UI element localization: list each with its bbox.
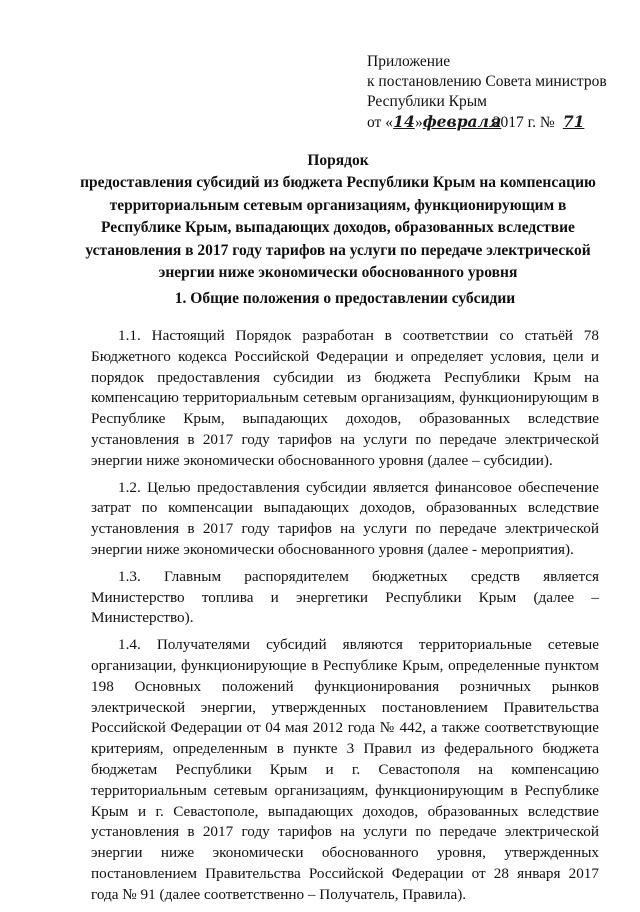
- title-line-5: установления в 2017 году тарифов на услуги по передаче электрической: [85, 241, 591, 259]
- title-line-4: Республике Крым, выпадающих доходов, образованных вследствие: [101, 219, 575, 237]
- appendix-date-line: [367, 112, 607, 133]
- date-prefix: от «: [367, 114, 393, 131]
- appendix-block: [367, 52, 607, 133]
- paragraph-1-3: 1.3. Главным распорядителем бюджетных средств является Министерство топлива и энергетики Республики Крым (далее – Министерство).: [91, 567, 599, 627]
- title-line-6: энергии ниже экономически обоснованного уровня: [158, 264, 518, 282]
- appendix-line-2: к постановлению Совета министров: [367, 73, 607, 90]
- paragraph-1-4: 1.4. Получателями субсидий являются территориальные сетевые организации, функционирующие в Республике Крым, определенные пунктом 198 Основных положений функционирования розничных рынков электрической энергии, утвержденных постановлением Правительства Российской Федерации от 04 мая 2012 года № 442, а также соответствующие критериям, определенным в пункте 3 Правил из федерального бюджета бюджетам Республики Крым и г. Севастополя на компенсацию территориальным сетевым организациям, функционирующим в Республике Крым и г. Севастополе, выпадающих доходов, образованных вследствие установления в 2017 году тарифов на услуги по передаче электрической энергии ниже экономически обоснованного уровня, утвержденных постановлением Правительства Российской Федерации от 28 января 2017 года № 91 (далее соответственно – Получатель, Правила).: [91, 636, 599, 903]
- appendix-line-3: Республики Крым: [367, 93, 487, 110]
- section-heading: 1. Общие положения о предоставлении субсидии: [174, 290, 516, 307]
- handwritten-day: 14: [393, 112, 415, 131]
- document-body: [91, 326, 599, 912]
- document-title: [78, 150, 598, 284]
- paragraph-1-2: 1.2. Целью предоставления субсидии является финансовое обеспечение затрат по компенсации выпадающих доходов, образованных вследствие установления в 2017 году тарифов на услуги по передаче электрической энергии ниже экономически обоснованного уровня (далее - мероприятия).: [91, 478, 599, 558]
- year-suffix: 2017 г. №: [492, 114, 555, 131]
- handwritten-number: 71: [562, 112, 585, 131]
- date-mid: »: [414, 114, 423, 131]
- title-line-2: предоставления субсидий из бюджета Республики Крым на компенсацию: [80, 174, 596, 192]
- appendix-line-1: Приложение: [367, 53, 451, 70]
- handwritten-month: февраля: [422, 112, 502, 131]
- paragraph-1-1: 1.1. Настоящий Порядок разработан в соответствии со статьёй 78 Бюджетного кодекса Российской Федерации и определяет условия, цели и порядок предоставления субсидии из бюджета Республики Крым на компенсацию территориальным сетевым организациям, функционирующим в Республике Крым, выпадающих доходов, образованных вследствие установления в 2017 году тарифов на услуги по передаче электрической энергии ниже экономически обоснованного уровня (далее – субсидии).: [91, 327, 599, 469]
- title-line-3: территориальным сетевым организациям, функционирующим в: [109, 196, 567, 214]
- title-line-1: Порядок: [307, 152, 369, 169]
